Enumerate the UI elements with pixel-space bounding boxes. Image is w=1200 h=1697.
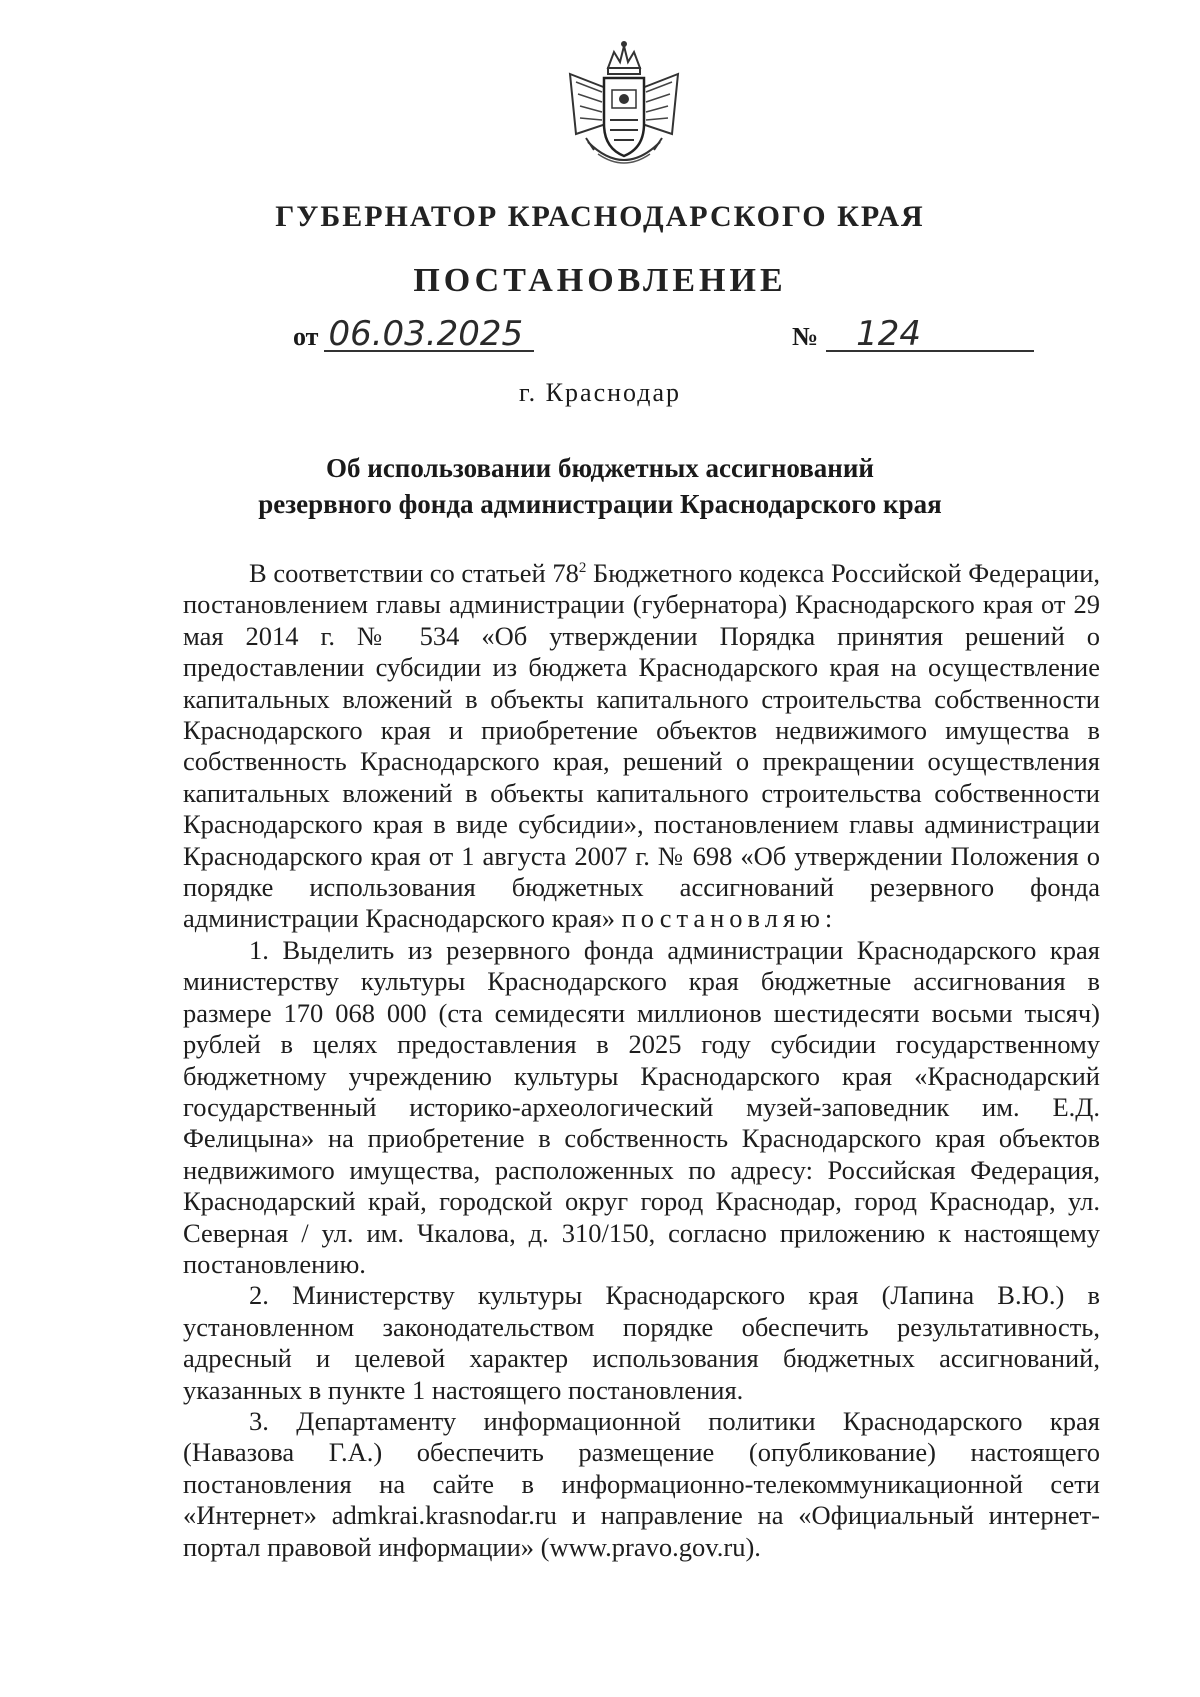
issuing-authority: ГУБЕРНАТОР КРАСНОДАРСКОГО КРАЯ xyxy=(275,200,925,233)
item-2-paragraph: 2. Министерству культуры Краснодарского края (Лапина В.Ю.) в установленном законодательством порядке обеспечить результативность, адресный и целевой характер использования бюджетных ассигнований, указанных в пункте 1 настоящего постановления. xyxy=(183,1280,1100,1405)
date-prefix: от xyxy=(293,322,319,351)
document-subject xyxy=(0,450,1200,522)
krasnodar-krai-coat-of-arms-icon xyxy=(558,38,690,178)
date-block xyxy=(293,314,534,354)
item-1-paragraph: 1. Выделить из резервного фонда администрации Краснодарского края министерству культуры Краснодарского края бюджетные ассигнования в размере 170 068 000 (ста семидесяти миллионов шестидесяти восьми тысяч) рублей в целях предоставления в 2025 году субсидии государственному бюджетному учреждению культуры Краснодарского края «Краснодарский государственный историко-археологический музей-заповедник им. Е.Д. Фелицына» на приобретение в собственность Краснодарского края объектов недвижимого имущества, расположенных по адресу: Российская Федерация, Краснодарский край, городской округ город Краснодар, город Краснодар, ул. Северная / ул. им. Чкалова, д. 310/150, согласно приложению к настоящему постановлению. xyxy=(183,934,1100,1279)
document-body xyxy=(183,558,1100,1563)
subject-line-2: резервного фонда администрации Краснодарского края xyxy=(258,489,942,519)
document-type: ПОСТАНОВЛЕНИЕ xyxy=(413,262,787,299)
number-sign: № xyxy=(792,322,819,351)
handwritten-date: 06.03.2025 xyxy=(324,318,534,352)
number-block xyxy=(792,314,1034,354)
decree-word: постановляю: xyxy=(621,903,838,934)
city: г. Краснодар xyxy=(518,378,682,407)
handwritten-number: 124 xyxy=(826,318,1034,352)
preamble-text-start: В соответствии со статьей 78 xyxy=(249,558,579,588)
subject-line-1: Об использовании бюджетных ассигнований xyxy=(326,453,874,483)
article-superscript: 2 xyxy=(578,560,587,577)
preamble-text-rest: Бюджетного кодекса Российской Федерации, постановлением главы администрации (губернатора) Краснодарского края от 29 мая 2014 г. № 534 «Об утверждении Порядка принятия решений о предоставлении субсидии из бюджета Краснодарского края на осуществление капитальных вложений в объекты капитального строительства собственности Краснодарского края и приобретение объектов недвижимого имущества в собственность Краснодарского края, решений о прекращении осуществления капитальных вложений в объекты капитального строительства собственности Краснодарского края в виде субсидии», постановлением главы администрации Краснодарского края от 1 августа 2007 г. № 698 «Об утверждении Положения о порядке использования бюджетных ассигнований резервного фонда администрации Краснодарского края» xyxy=(183,558,1101,934)
item-3-paragraph: 3. Департаменту информационной политики Краснодарского края (Навазова Г.А.) обеспечить размещение (опубликование) настоящего постановления на сайте в информационно-телекоммуникационной сети «Интернет» admkrai.krasnodar.ru и направление на «Официальный интернет-портал правовой информации» (www.pravo.gov.ru). xyxy=(183,1405,1100,1562)
preamble-paragraph xyxy=(183,558,1100,935)
